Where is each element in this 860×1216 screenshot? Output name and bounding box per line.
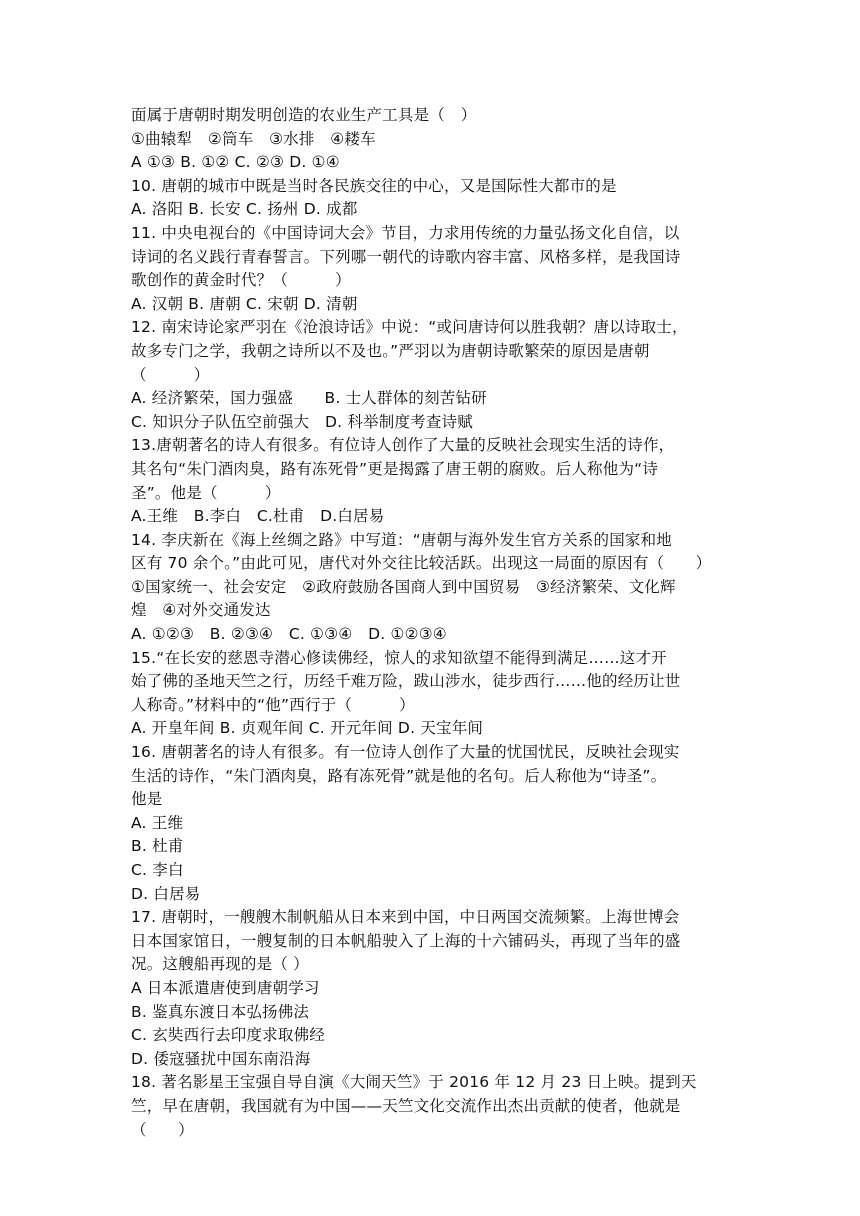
text-line: ①国家统一、社会安定 ②政府鼓励各国商人到中国贸易 ③经济繁荣、文化辉 [131,577,676,596]
question-12: 12. 南宋诗论家严羽在《沧浪诗话》中说：“或问唐诗何以胜我朝？唐以诗取士， [131,318,688,337]
text-line: A 日本派遣唐使到唐朝学习 [131,978,320,997]
text-line: 日本国家馆日，一艘复制的日本帆船驶入了上海的十六铺码头，再现了当年的盛 [131,931,681,950]
text-line: C. 知识分子队伍空前强大 D. 科举制度考查诗赋 [131,412,473,431]
text-line: A. 开皇年间 B. 贞观年间 C. 开元年间 D. 天宝年间 [131,719,484,738]
text-line: A. ①②③ B. ②③④ C. ①③④ D. ①②③④ [131,625,447,644]
text-line: 面属于唐朝时期发明创造的农业生产工具是（ ） [131,106,477,124]
question-18: 18. 著名影星王宝强自导自演《大闹天竺》于 2016 年 12 月 23 日上映。提到天 [131,1073,697,1092]
text-line: A ①③ B. ①② C. ②③ D. ①④ [131,153,340,172]
text-line: 歌创作的黄金时代？（ ） [131,271,351,290]
question-16: 16. 唐朝著名的诗人有很多。有一位诗人创作了大量的忧国忧民，反映社会现实 [131,743,680,762]
text-line: 竺，早在唐朝，我国就有为中国——天竺文化交流作出杰出贡献的使者，他就是 [131,1096,681,1115]
text-line: A. 王维 [131,813,184,832]
text-line: B. 杜甫 [131,837,184,856]
question-17: 17. 唐朝时，一艘艘木制帆船从日本来到中国，中日两国交流频繁。上海世博会 [131,908,680,927]
text-line: （ ） [131,1120,194,1139]
text-line: 况。这艘船再现的是（ ） [131,955,309,974]
text-line: 故多专门之学，我朝之诗所以不及也。”严羽以为唐朝诗歌繁荣的原因是唐朝 [131,341,650,360]
question-14: 14. 李庆新在《海上丝绸之路》中写道：“唐朝与海外发生官方关系的国家和地 [131,530,673,549]
text-line: A. 经济繁荣，国力强盛 B. 士人群体的刻苦钻研 [131,389,487,408]
text-line: A.王维 B.李白 C.杜甫 D.白居易 [131,507,385,526]
document-page [131,104,741,1142]
text-line: D. 倭寇骚扰中国东南沿海 [131,1049,311,1068]
text-line: A. 汉朝 B. 唐朝 C. 宋朝 D. 清朝 [131,294,358,313]
text-line: C. 玄奘西行去印度求取佛经 [131,1026,325,1045]
question-10: 10. 唐朝的城市中既是当时各民族交往的中心，又是国际性大都市的是 [131,176,617,195]
text-line: 其名句“朱门酒肉臭，路有冻死骨”更是揭露了唐王朝的腐败。后人称他为“诗 [131,459,659,478]
text-line: A. 洛阳 B. 长安 C. 扬州 D. 成都 [131,200,358,219]
text-line: B. 鉴真东渡日本弘扬佛法 [131,1002,310,1021]
text-line: 诗词的名义践行青春誓言。下列哪一朝代的诗歌内容丰富、风格多样，是我国诗 [131,247,681,266]
text-line: 他是 [131,790,163,809]
text-line: 始了佛的圣地天竺之行，历经千难万险，跋山涉水，徒步西行……他的经历让世 [131,672,681,691]
text-line: 区有 70 余个。”由此可见，唐代对外交往比较活跃。出现这一局面的原因有（ ） [131,554,712,573]
question-13: 13.唐朝著名的诗人有很多。有位诗人创作了大量的反映社会现实生活的诗作， [131,436,675,455]
text-line: 生活的诗作，“朱门酒肉臭，路有冻死骨”就是他的名句。后人称他为“诗圣”。 [131,766,667,785]
text-line: 煌 ④对外交通发达 [131,601,271,620]
question-15: 15.“在长安的慈恩寺潜心修读佛经，惊人的求知欲望不能得到满足……这才开 [131,648,667,667]
text-line: D. 白居易 [131,884,201,903]
text-line: 人称奇。”材料中的“他”西行于（ ） [131,695,415,714]
text-line: ①曲辕犁 ②筒车 ③水排 ④耧车 [131,129,376,148]
text-line: （ ） [131,365,210,384]
question-11: 11. 中央电视台的《中国诗词大会》节目，力求用传统的力量弘扬文化自信，以 [131,223,680,242]
text-line: 圣”。他是（ ） [131,483,281,502]
text-line: C. 李白 [131,861,184,879]
